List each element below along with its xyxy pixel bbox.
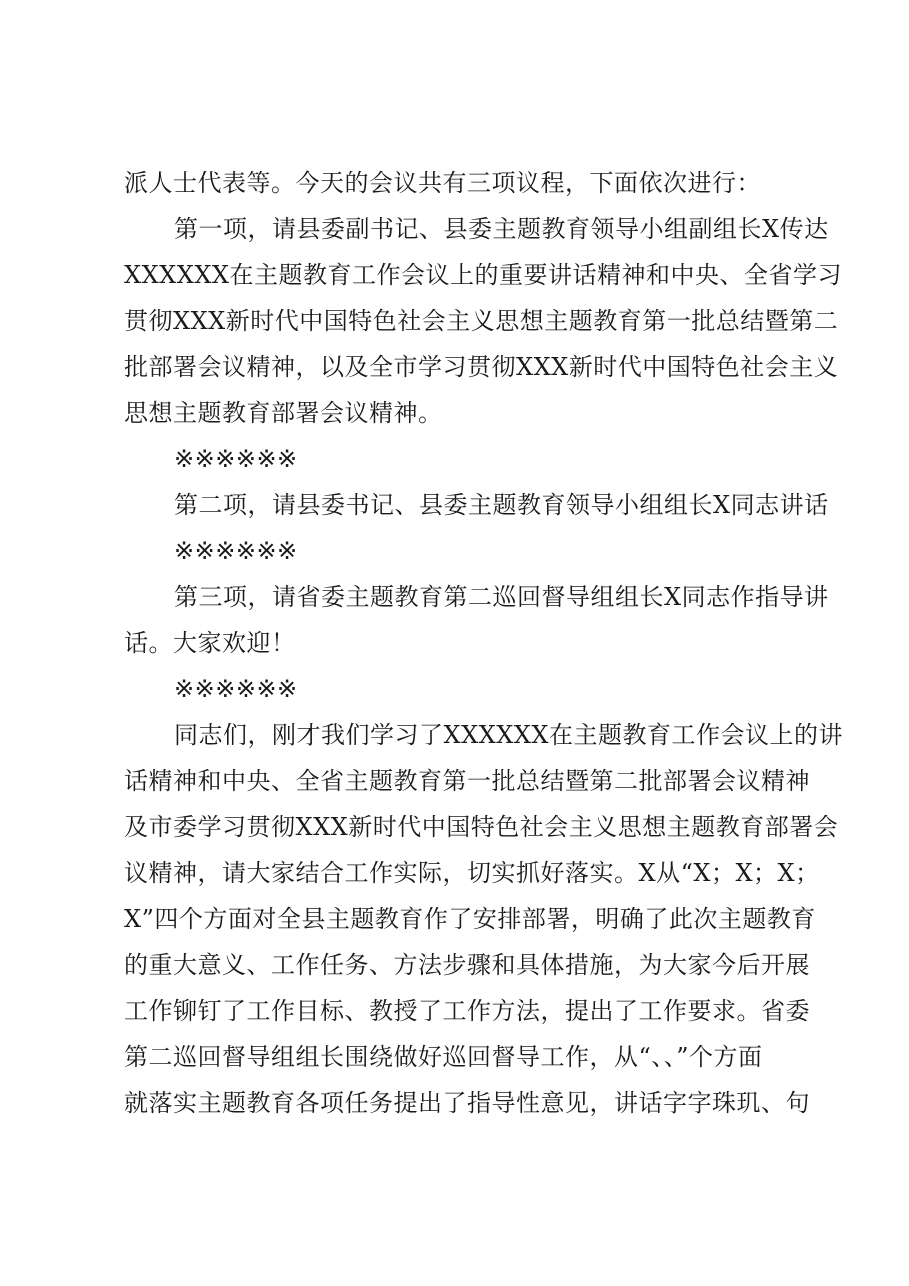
text-line: 的重大意义、工作任务、方法步骤和具体措施，为大家今后开展 — [124, 951, 810, 979]
text-line: 同志们，刚才我们学习了XXXXXX在主题教育工作会议上的讲 — [174, 721, 844, 749]
text-line: 贯彻XXX新时代中国特色社会主义思想主题教育第一批总结暨第二 — [124, 307, 839, 335]
separator-marks: ※※※※※※ — [174, 445, 298, 473]
text-line: 第一项，请县委副书记、县委主题教育领导小组副组长X传达 — [174, 215, 829, 243]
text-line: 议精神，请大家结合工作实际，切实抓好落实。X从“X；X；X； — [124, 859, 820, 887]
text-line: 第二巡回督导组组长围绕做好巡回督导工作，从“、、”个方面 — [124, 1043, 763, 1071]
text-line: 第二项，请县委书记、县委主题教育领导小组组长X同志讲话 — [174, 491, 829, 519]
text-line: 批部署会议精神，以及全市学习贯彻XXX新时代中国特色社会主义 — [124, 353, 839, 381]
text-line: 话精神和中央、全省主题教育第一批总结暨第二批部署会议精神 — [124, 767, 810, 795]
text-line: 就落实主题教育各项任务提出了指导性意见，讲话字字珠玑、句 — [124, 1089, 810, 1117]
text-line: 第三项，请省委主题教育第二巡回督导组组长X同志作指导讲 — [174, 583, 829, 611]
text-line: X”四个方面对全县主题教育作了安排部署，明确了此次主题教育 — [124, 905, 816, 933]
text-line: 派人士代表等。今天的会议共有三项议程，下面依次进行： — [124, 169, 761, 197]
text-line: 及市委学习贯彻XXX新时代中国特色社会主义思想主题教育部署会 — [124, 813, 839, 841]
text-line: 工作铆钉了工作目标、教授了工作方法，提出了工作要求。省委 — [124, 997, 810, 1025]
separator-marks: ※※※※※※ — [174, 675, 298, 703]
text-line: 思想主题教育部署会议精神。 — [124, 399, 443, 427]
text-line: XXXXXX在主题教育工作会议上的重要讲话精神和中央、全省学习 — [124, 261, 843, 289]
separator-marks: ※※※※※※ — [174, 537, 298, 565]
text-line: 话。大家欢迎！ — [124, 629, 296, 657]
